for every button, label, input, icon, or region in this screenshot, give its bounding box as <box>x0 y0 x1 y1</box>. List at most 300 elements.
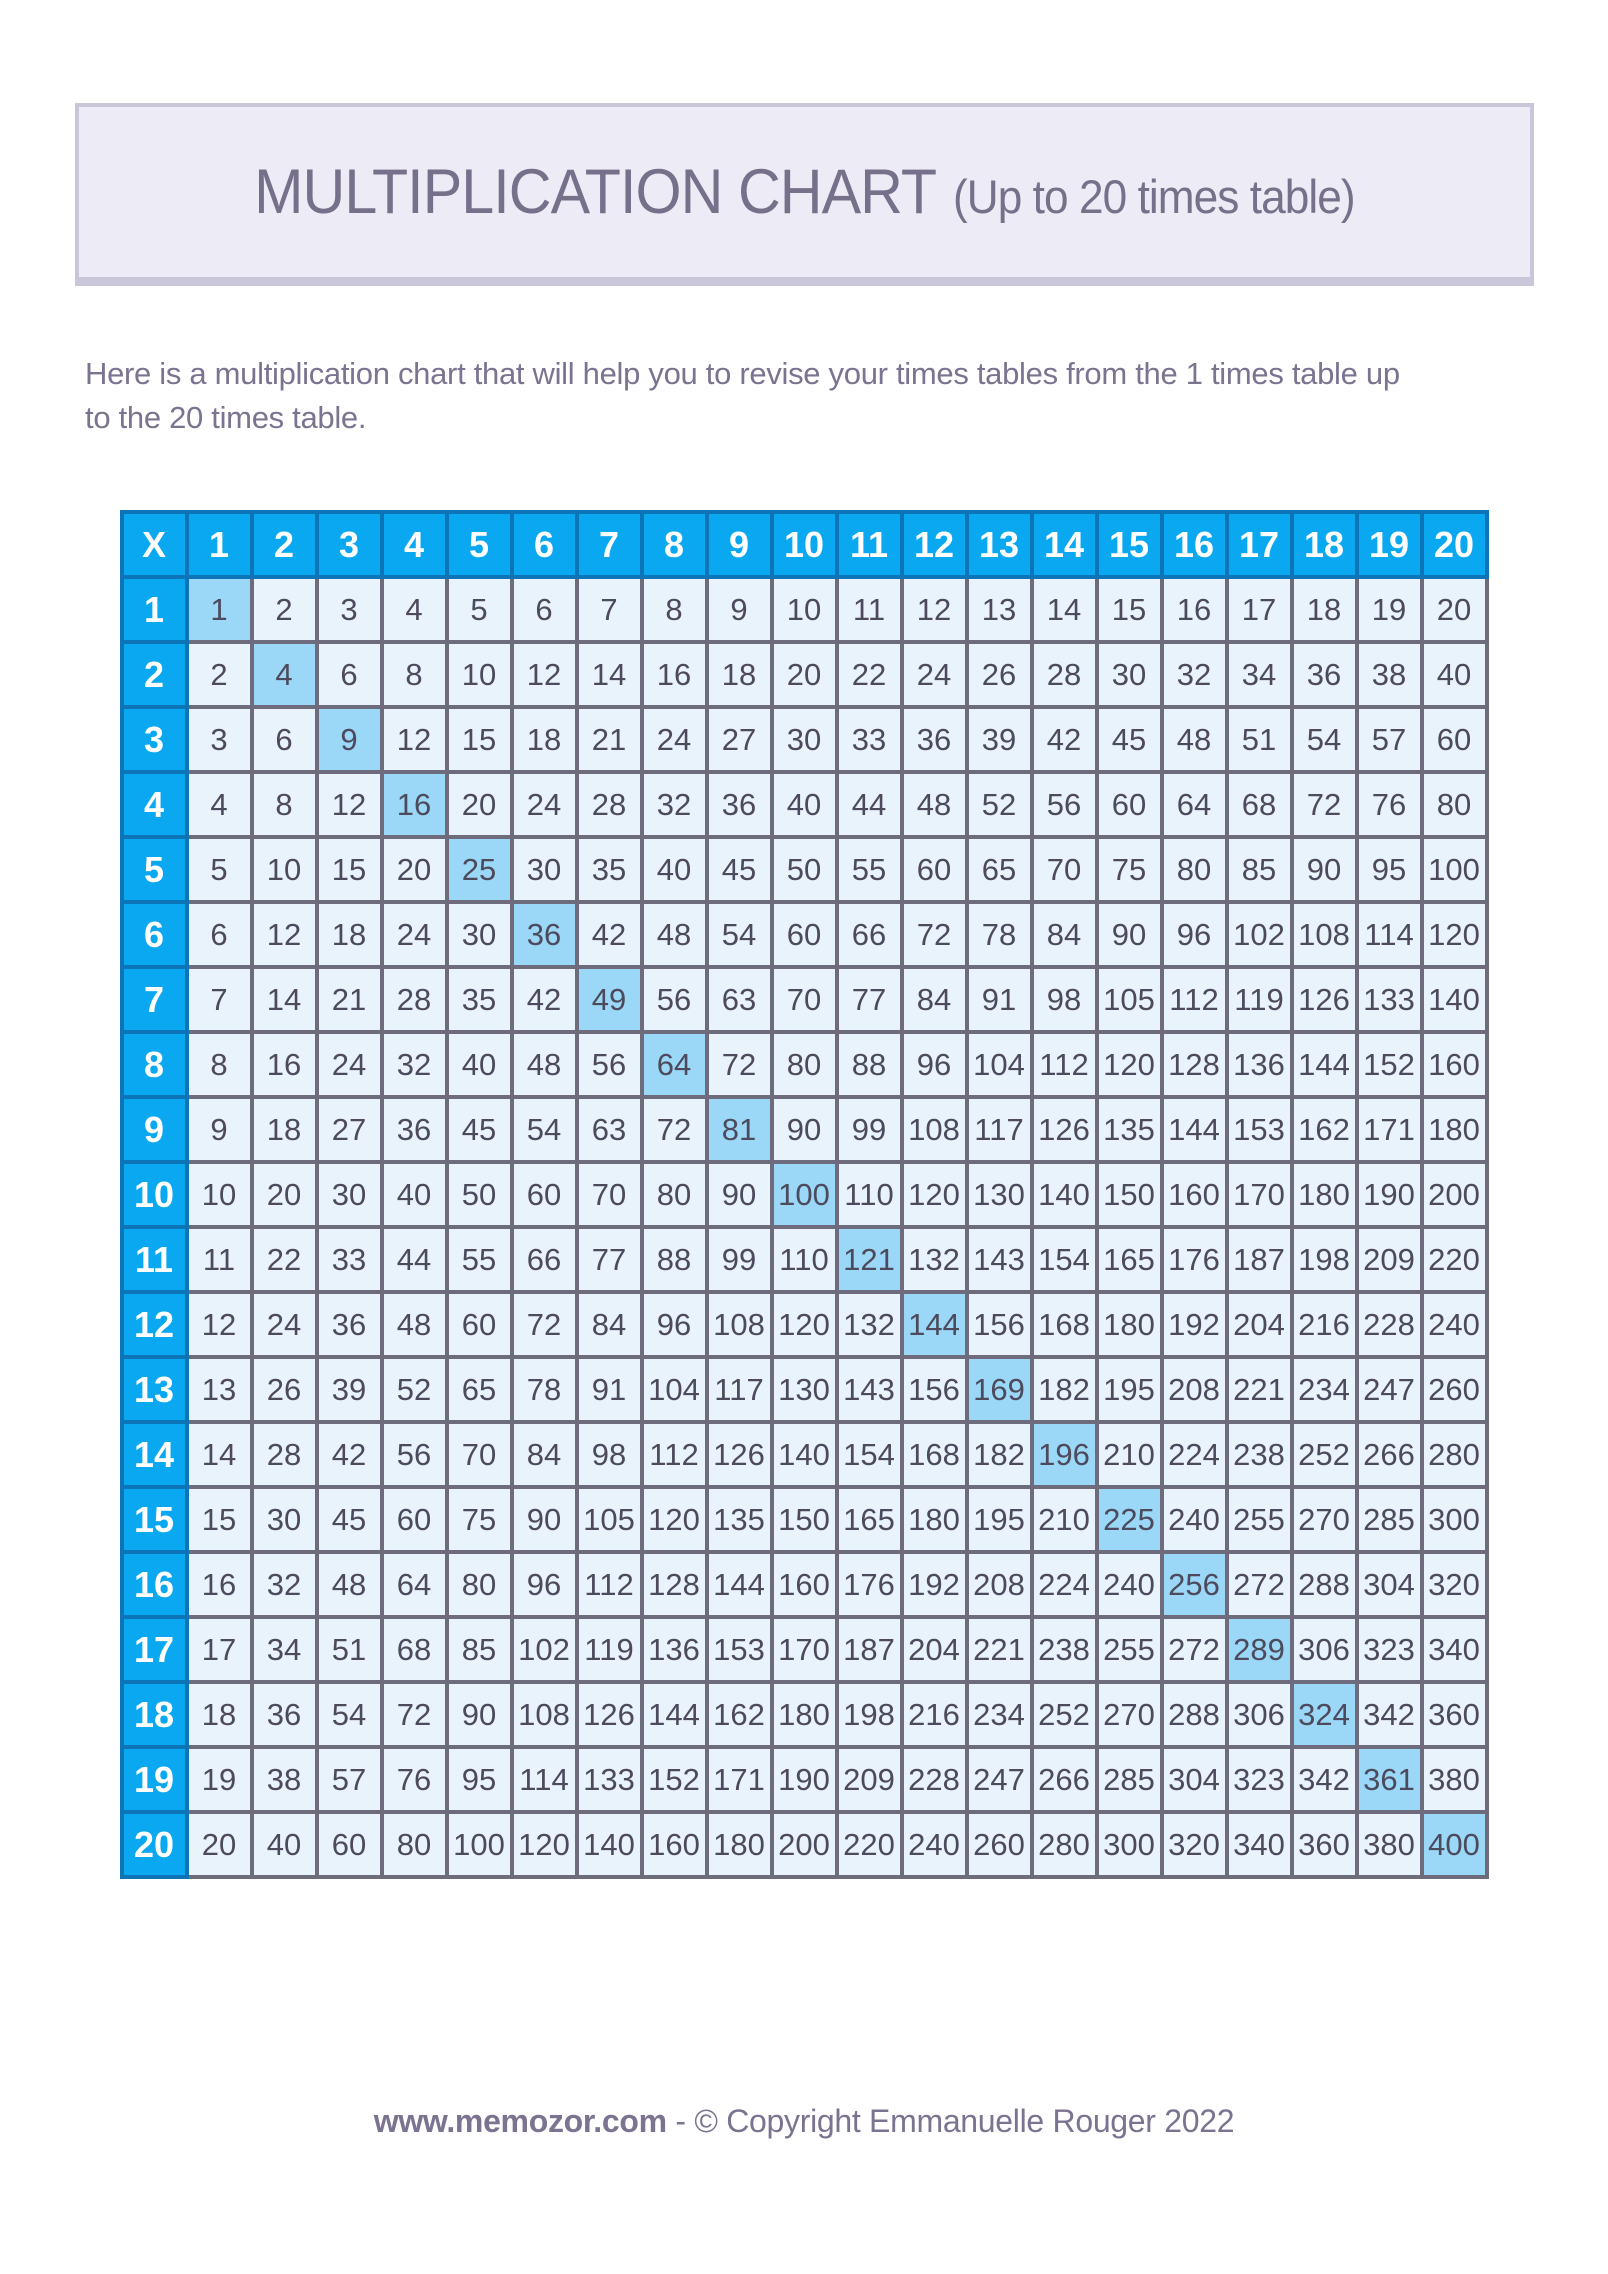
product-cell: 96 <box>512 1552 577 1617</box>
product-cell: 64 <box>642 1032 707 1097</box>
column-header-cell: 1 <box>187 512 252 577</box>
product-cell: 361 <box>1357 1747 1422 1812</box>
product-cell: 40 <box>772 772 837 837</box>
product-cell: 190 <box>772 1747 837 1812</box>
table-row <box>122 1812 1487 1877</box>
product-cell: 221 <box>1227 1357 1292 1422</box>
product-cell: 85 <box>1227 837 1292 902</box>
product-cell: 33 <box>317 1227 382 1292</box>
product-cell: 140 <box>577 1812 642 1877</box>
table-row <box>122 577 1487 642</box>
product-cell: 150 <box>1097 1162 1162 1227</box>
product-cell: 84 <box>1032 902 1097 967</box>
product-cell: 323 <box>1227 1747 1292 1812</box>
column-header-cell: 16 <box>1162 512 1227 577</box>
product-cell: 128 <box>642 1552 707 1617</box>
product-cell: 105 <box>577 1487 642 1552</box>
product-cell: 180 <box>1422 1097 1487 1162</box>
product-cell: 133 <box>577 1747 642 1812</box>
product-cell: 288 <box>1292 1552 1357 1617</box>
product-cell: 108 <box>512 1682 577 1747</box>
product-cell: 126 <box>1292 967 1357 1032</box>
product-cell: 135 <box>1097 1097 1162 1162</box>
product-cell: 30 <box>772 707 837 772</box>
product-cell: 16 <box>252 1032 317 1097</box>
product-cell: 24 <box>382 902 447 967</box>
product-cell: 285 <box>1097 1747 1162 1812</box>
product-cell: 55 <box>837 837 902 902</box>
product-cell: 34 <box>1227 642 1292 707</box>
product-cell: 90 <box>512 1487 577 1552</box>
product-cell: 45 <box>1097 707 1162 772</box>
product-cell: 105 <box>1097 967 1162 1032</box>
product-cell: 14 <box>187 1422 252 1487</box>
product-cell: 16 <box>642 642 707 707</box>
product-cell: 15 <box>187 1487 252 1552</box>
product-cell: 76 <box>382 1747 447 1812</box>
product-cell: 84 <box>577 1292 642 1357</box>
product-cell: 30 <box>447 902 512 967</box>
product-cell: 135 <box>707 1487 772 1552</box>
product-cell: 195 <box>967 1487 1032 1552</box>
product-cell: 209 <box>1357 1227 1422 1292</box>
product-cell: 8 <box>252 772 317 837</box>
product-cell: 52 <box>967 772 1032 837</box>
product-cell: 77 <box>837 967 902 1032</box>
product-cell: 169 <box>967 1357 1032 1422</box>
table-row <box>122 1032 1487 1097</box>
product-cell: 40 <box>642 837 707 902</box>
product-cell: 260 <box>1422 1357 1487 1422</box>
table-row <box>122 1617 1487 1682</box>
product-cell: 8 <box>187 1032 252 1097</box>
product-cell: 15 <box>1097 577 1162 642</box>
row-header-cell: 10 <box>122 1162 187 1227</box>
product-cell: 104 <box>642 1357 707 1422</box>
product-cell: 143 <box>837 1357 902 1422</box>
product-cell: 35 <box>577 837 642 902</box>
product-cell: 112 <box>577 1552 642 1617</box>
product-cell: 75 <box>1097 837 1162 902</box>
product-cell: 180 <box>1097 1292 1162 1357</box>
product-cell: 40 <box>1422 642 1487 707</box>
product-cell: 156 <box>967 1292 1032 1357</box>
corner-cell: X <box>122 512 187 577</box>
product-cell: 16 <box>1162 577 1227 642</box>
product-cell: 120 <box>902 1162 967 1227</box>
product-cell: 56 <box>1032 772 1097 837</box>
product-cell: 27 <box>707 707 772 772</box>
product-cell: 119 <box>577 1617 642 1682</box>
page-title-main: MULTIPLICATION CHART <box>253 157 936 227</box>
product-cell: 20 <box>772 642 837 707</box>
product-cell: 44 <box>837 772 902 837</box>
product-cell: 40 <box>382 1162 447 1227</box>
product-cell: 70 <box>772 967 837 1032</box>
product-cell: 187 <box>837 1617 902 1682</box>
product-cell: 187 <box>1227 1227 1292 1292</box>
product-cell: 57 <box>317 1747 382 1812</box>
column-header-cell: 9 <box>707 512 772 577</box>
product-cell: 1 <box>187 577 252 642</box>
product-cell: 228 <box>1357 1292 1422 1357</box>
product-cell: 220 <box>1422 1227 1487 1292</box>
product-cell: 90 <box>1292 837 1357 902</box>
product-cell: 64 <box>1162 772 1227 837</box>
product-cell: 36 <box>512 902 577 967</box>
product-cell: 120 <box>642 1487 707 1552</box>
product-cell: 36 <box>317 1292 382 1357</box>
product-cell: 224 <box>1162 1422 1227 1487</box>
product-cell: 20 <box>447 772 512 837</box>
product-cell: 220 <box>837 1812 902 1877</box>
product-cell: 42 <box>512 967 577 1032</box>
product-cell: 20 <box>187 1812 252 1877</box>
product-cell: 170 <box>1227 1162 1292 1227</box>
product-cell: 143 <box>967 1227 1032 1292</box>
product-cell: 70 <box>577 1162 642 1227</box>
product-cell: 247 <box>967 1747 1032 1812</box>
product-cell: 280 <box>1422 1422 1487 1487</box>
product-cell: 108 <box>902 1097 967 1162</box>
product-cell: 342 <box>1292 1747 1357 1812</box>
product-cell: 304 <box>1162 1747 1227 1812</box>
product-cell: 170 <box>772 1617 837 1682</box>
product-cell: 63 <box>577 1097 642 1162</box>
product-cell: 112 <box>642 1422 707 1487</box>
product-cell: 132 <box>837 1292 902 1357</box>
product-cell: 133 <box>1357 967 1422 1032</box>
product-cell: 360 <box>1422 1682 1487 1747</box>
product-cell: 14 <box>1032 577 1097 642</box>
product-cell: 162 <box>707 1682 772 1747</box>
product-cell: 140 <box>1422 967 1487 1032</box>
product-cell: 120 <box>1422 902 1487 967</box>
product-cell: 12 <box>252 902 317 967</box>
product-cell: 72 <box>1292 772 1357 837</box>
product-cell: 14 <box>577 642 642 707</box>
product-cell: 17 <box>187 1617 252 1682</box>
row-header-cell: 7 <box>122 967 187 1032</box>
product-cell: 60 <box>512 1162 577 1227</box>
product-cell: 342 <box>1357 1682 1422 1747</box>
product-cell: 9 <box>317 707 382 772</box>
product-cell: 10 <box>447 642 512 707</box>
row-header-cell: 2 <box>122 642 187 707</box>
product-cell: 55 <box>447 1227 512 1292</box>
product-cell: 99 <box>707 1227 772 1292</box>
product-cell: 51 <box>317 1617 382 1682</box>
product-cell: 4 <box>187 772 252 837</box>
product-cell: 42 <box>1032 707 1097 772</box>
product-cell: 72 <box>902 902 967 967</box>
product-cell: 180 <box>772 1682 837 1747</box>
product-cell: 11 <box>187 1227 252 1292</box>
footer-separator: - <box>666 2103 695 2140</box>
product-cell: 19 <box>1357 577 1422 642</box>
product-cell: 108 <box>707 1292 772 1357</box>
product-cell: 114 <box>1357 902 1422 967</box>
product-cell: 18 <box>187 1682 252 1747</box>
product-cell: 132 <box>902 1227 967 1292</box>
product-cell: 119 <box>1227 967 1292 1032</box>
product-cell: 51 <box>1227 707 1292 772</box>
product-cell: 266 <box>1357 1422 1422 1487</box>
product-cell: 26 <box>252 1357 317 1422</box>
product-cell: 340 <box>1422 1617 1487 1682</box>
row-header-cell: 1 <box>122 577 187 642</box>
product-cell: 5 <box>447 577 512 642</box>
product-cell: 18 <box>512 707 577 772</box>
product-cell: 204 <box>1227 1292 1292 1357</box>
product-cell: 240 <box>902 1812 967 1877</box>
product-cell: 180 <box>902 1487 967 1552</box>
product-cell: 21 <box>317 967 382 1032</box>
product-cell: 112 <box>1162 967 1227 1032</box>
product-cell: 2 <box>252 577 317 642</box>
product-cell: 198 <box>1292 1227 1357 1292</box>
product-cell: 33 <box>837 707 902 772</box>
product-cell: 81 <box>707 1097 772 1162</box>
product-cell: 75 <box>447 1487 512 1552</box>
product-cell: 240 <box>1422 1292 1487 1357</box>
product-cell: 320 <box>1162 1812 1227 1877</box>
product-cell: 12 <box>382 707 447 772</box>
column-header-cell: 3 <box>317 512 382 577</box>
product-cell: 28 <box>382 967 447 1032</box>
product-cell: 30 <box>1097 642 1162 707</box>
product-cell: 176 <box>1162 1227 1227 1292</box>
product-cell: 68 <box>1227 772 1292 837</box>
table-row <box>122 1097 1487 1162</box>
product-cell: 192 <box>1162 1292 1227 1357</box>
product-cell: 66 <box>512 1227 577 1292</box>
product-cell: 154 <box>837 1422 902 1487</box>
product-cell: 120 <box>1097 1032 1162 1097</box>
product-cell: 49 <box>577 967 642 1032</box>
product-cell: 98 <box>1032 967 1097 1032</box>
product-cell: 165 <box>837 1487 902 1552</box>
table-row <box>122 1227 1487 1292</box>
product-cell: 225 <box>1097 1487 1162 1552</box>
product-cell: 285 <box>1357 1487 1422 1552</box>
product-cell: 154 <box>1032 1227 1097 1292</box>
product-cell: 18 <box>707 642 772 707</box>
product-cell: 45 <box>317 1487 382 1552</box>
row-header-cell: 16 <box>122 1552 187 1617</box>
product-cell: 247 <box>1357 1357 1422 1422</box>
row-header-cell: 17 <box>122 1617 187 1682</box>
product-cell: 64 <box>382 1552 447 1617</box>
product-cell: 4 <box>252 642 317 707</box>
product-cell: 240 <box>1097 1552 1162 1617</box>
product-cell: 60 <box>772 902 837 967</box>
row-header-cell: 9 <box>122 1097 187 1162</box>
product-cell: 400 <box>1422 1812 1487 1877</box>
product-cell: 4 <box>382 577 447 642</box>
product-cell: 36 <box>252 1682 317 1747</box>
table-row <box>122 642 1487 707</box>
product-cell: 85 <box>447 1617 512 1682</box>
product-cell: 192 <box>902 1552 967 1617</box>
product-cell: 16 <box>382 772 447 837</box>
product-cell: 228 <box>902 1747 967 1812</box>
row-header-cell: 4 <box>122 772 187 837</box>
product-cell: 280 <box>1032 1812 1097 1877</box>
product-cell: 304 <box>1357 1552 1422 1617</box>
product-cell: 136 <box>642 1617 707 1682</box>
product-cell: 96 <box>902 1032 967 1097</box>
product-cell: 56 <box>382 1422 447 1487</box>
product-cell: 32 <box>1162 642 1227 707</box>
product-cell: 30 <box>317 1162 382 1227</box>
product-cell: 266 <box>1032 1747 1097 1812</box>
row-header-cell: 3 <box>122 707 187 772</box>
column-header-cell: 8 <box>642 512 707 577</box>
product-cell: 380 <box>1357 1812 1422 1877</box>
column-header-cell: 6 <box>512 512 577 577</box>
product-cell: 306 <box>1292 1617 1357 1682</box>
intro-text: Here is a multiplication chart that will help you to revise your times tables from the 1 times table up to the 20 times table. <box>85 356 1400 436</box>
product-cell: 140 <box>1032 1162 1097 1227</box>
product-cell: 323 <box>1357 1617 1422 1682</box>
product-cell: 36 <box>707 772 772 837</box>
product-cell: 54 <box>707 902 772 967</box>
product-cell: 48 <box>642 902 707 967</box>
product-cell: 96 <box>642 1292 707 1357</box>
product-cell: 50 <box>772 837 837 902</box>
product-cell: 6 <box>512 577 577 642</box>
product-cell: 152 <box>642 1747 707 1812</box>
table-row <box>122 902 1487 967</box>
product-cell: 19 <box>187 1747 252 1812</box>
product-cell: 76 <box>1357 772 1422 837</box>
product-cell: 48 <box>512 1032 577 1097</box>
product-cell: 30 <box>512 837 577 902</box>
row-header-cell: 18 <box>122 1682 187 1747</box>
row-header-cell: 5 <box>122 837 187 902</box>
product-cell: 204 <box>902 1617 967 1682</box>
column-header-cell: 10 <box>772 512 837 577</box>
product-cell: 95 <box>1357 837 1422 902</box>
product-cell: 5 <box>187 837 252 902</box>
column-header-cell: 7 <box>577 512 642 577</box>
product-cell: 91 <box>577 1357 642 1422</box>
product-cell: 252 <box>1032 1682 1097 1747</box>
product-cell: 30 <box>252 1487 317 1552</box>
product-cell: 144 <box>1162 1097 1227 1162</box>
product-cell: 22 <box>837 642 902 707</box>
product-cell: 182 <box>967 1422 1032 1487</box>
table-header-row <box>122 512 1487 577</box>
product-cell: 224 <box>1032 1552 1097 1617</box>
product-cell: 165 <box>1097 1227 1162 1292</box>
product-cell: 171 <box>707 1747 772 1812</box>
product-cell: 28 <box>252 1422 317 1487</box>
product-cell: 10 <box>772 577 837 642</box>
product-cell: 144 <box>1292 1032 1357 1097</box>
product-cell: 90 <box>447 1682 512 1747</box>
product-cell: 128 <box>1162 1032 1227 1097</box>
product-cell: 21 <box>577 707 642 772</box>
product-cell: 221 <box>967 1617 1032 1682</box>
product-cell: 18 <box>317 902 382 967</box>
product-cell: 95 <box>447 1747 512 1812</box>
product-cell: 110 <box>772 1227 837 1292</box>
product-cell: 255 <box>1097 1617 1162 1682</box>
product-cell: 77 <box>577 1227 642 1292</box>
column-header-cell: 15 <box>1097 512 1162 577</box>
product-cell: 18 <box>1292 577 1357 642</box>
product-cell: 15 <box>317 837 382 902</box>
product-cell: 60 <box>447 1292 512 1357</box>
product-cell: 16 <box>187 1552 252 1617</box>
product-cell: 6 <box>252 707 317 772</box>
column-header-cell: 5 <box>447 512 512 577</box>
row-header-cell: 19 <box>122 1747 187 1812</box>
product-cell: 216 <box>1292 1292 1357 1357</box>
product-cell: 380 <box>1422 1747 1487 1812</box>
table-row <box>122 1682 1487 1747</box>
product-cell: 2 <box>187 642 252 707</box>
product-cell: 45 <box>447 1097 512 1162</box>
product-cell: 78 <box>512 1357 577 1422</box>
product-cell: 153 <box>1227 1097 1292 1162</box>
product-cell: 120 <box>772 1292 837 1357</box>
product-cell: 190 <box>1357 1162 1422 1227</box>
product-cell: 208 <box>1162 1357 1227 1422</box>
product-cell: 34 <box>252 1617 317 1682</box>
product-cell: 196 <box>1032 1422 1097 1487</box>
product-cell: 12 <box>317 772 382 837</box>
product-cell: 36 <box>1292 642 1357 707</box>
product-cell: 144 <box>707 1552 772 1617</box>
product-cell: 300 <box>1422 1487 1487 1552</box>
product-cell: 90 <box>772 1097 837 1162</box>
product-cell: 117 <box>707 1357 772 1422</box>
table-row <box>122 1487 1487 1552</box>
product-cell: 28 <box>577 772 642 837</box>
product-cell: 152 <box>1357 1032 1422 1097</box>
product-cell: 210 <box>1032 1487 1097 1552</box>
product-cell: 156 <box>902 1357 967 1422</box>
product-cell: 72 <box>707 1032 772 1097</box>
table-row <box>122 1552 1487 1617</box>
product-cell: 48 <box>902 772 967 837</box>
table-row <box>122 837 1487 902</box>
product-cell: 360 <box>1292 1812 1357 1877</box>
product-cell: 12 <box>902 577 967 642</box>
product-cell: 195 <box>1097 1357 1162 1422</box>
product-cell: 14 <box>252 967 317 1032</box>
product-cell: 32 <box>642 772 707 837</box>
product-cell: 300 <box>1097 1812 1162 1877</box>
product-cell: 120 <box>512 1812 577 1877</box>
product-cell: 78 <box>967 902 1032 967</box>
product-cell: 35 <box>447 967 512 1032</box>
row-header-cell: 20 <box>122 1812 187 1877</box>
product-cell: 256 <box>1162 1552 1227 1617</box>
product-cell: 38 <box>252 1747 317 1812</box>
product-cell: 57 <box>1357 707 1422 772</box>
product-cell: 98 <box>577 1422 642 1487</box>
product-cell: 121 <box>837 1227 902 1292</box>
row-header-cell: 6 <box>122 902 187 967</box>
product-cell: 10 <box>252 837 317 902</box>
column-header-cell: 14 <box>1032 512 1097 577</box>
product-cell: 6 <box>187 902 252 967</box>
product-cell: 50 <box>447 1162 512 1227</box>
